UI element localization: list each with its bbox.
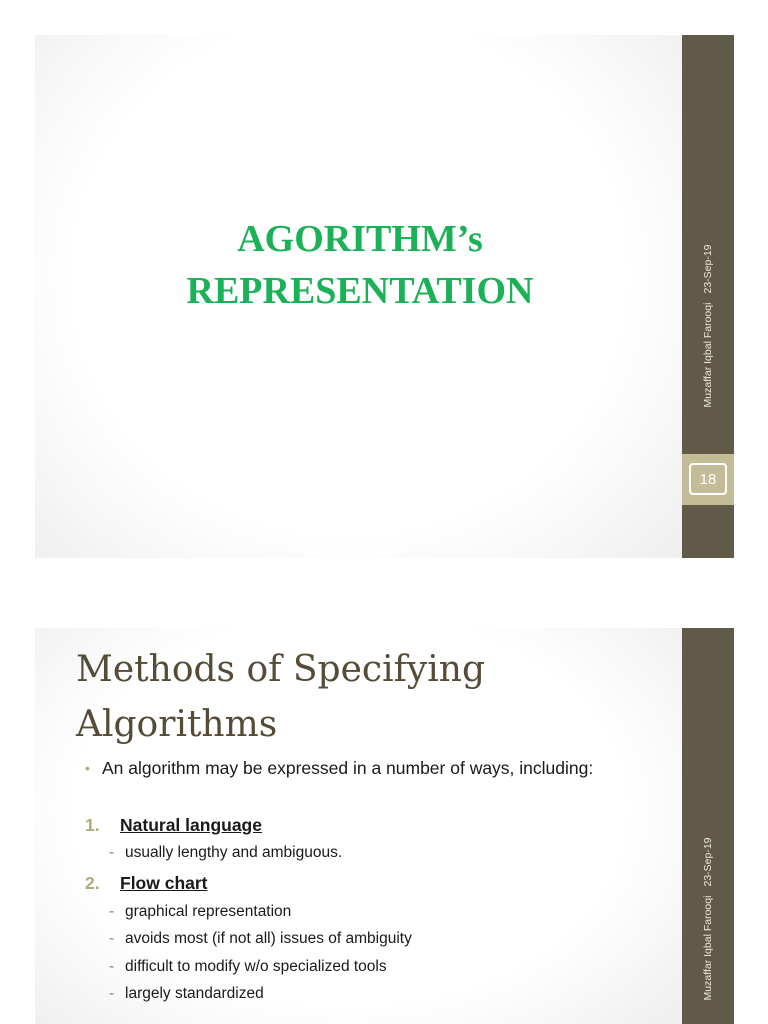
sub-point-text: largely standardized [125,985,264,1002]
sub-point-dash: - [109,844,115,861]
item-heading: Natural language [120,815,262,835]
slide-18 [35,35,734,558]
sub-point-text: difficult to modify w/o specialized tools [125,958,387,975]
sub-point-dash: - [109,930,115,947]
slide-sidebar [682,35,734,558]
page-number-box [682,454,734,505]
slide-sidebar [682,628,734,1024]
footer-author-text: Muzaffar Iqbal Farooqi [702,895,714,1001]
item-number: 2. [85,873,100,893]
footer-date-text: 23-Sep-19 [702,837,714,887]
slide-title-line-1: Methods of Specifying [76,649,485,690]
sub-point-dash: - [109,985,115,1002]
sub-point-dash: - [109,903,115,920]
slide-title [76,642,485,752]
footer-date-text: 23-Sep-19 [702,244,714,294]
slide-title-line-2: Algorithms [76,704,278,745]
item-number: 1. [85,815,100,835]
sub-point-dash: - [109,958,115,975]
slide-methods [35,628,734,1024]
sub-point-text: graphical representation [125,903,292,920]
item-heading: Flow chart [120,873,208,893]
footer-author-text: Muzaffar Iqbal Farooqi [702,302,714,408]
page-number: 18 [689,463,727,495]
sub-point-text: avoids most (if not all) issues of ambiguity [125,930,412,947]
sub-point-text: usually lengthy and ambiguous. [125,844,343,861]
slide-title-line-1: AGORITHM’s [237,218,483,260]
slide-title-line-2: REPRESENTATION [186,270,534,312]
slide-title [35,213,685,317]
bullet-dot: • [85,760,90,776]
bullet-text: An algorithm may be expressed in a number of ways, including: [102,758,594,778]
